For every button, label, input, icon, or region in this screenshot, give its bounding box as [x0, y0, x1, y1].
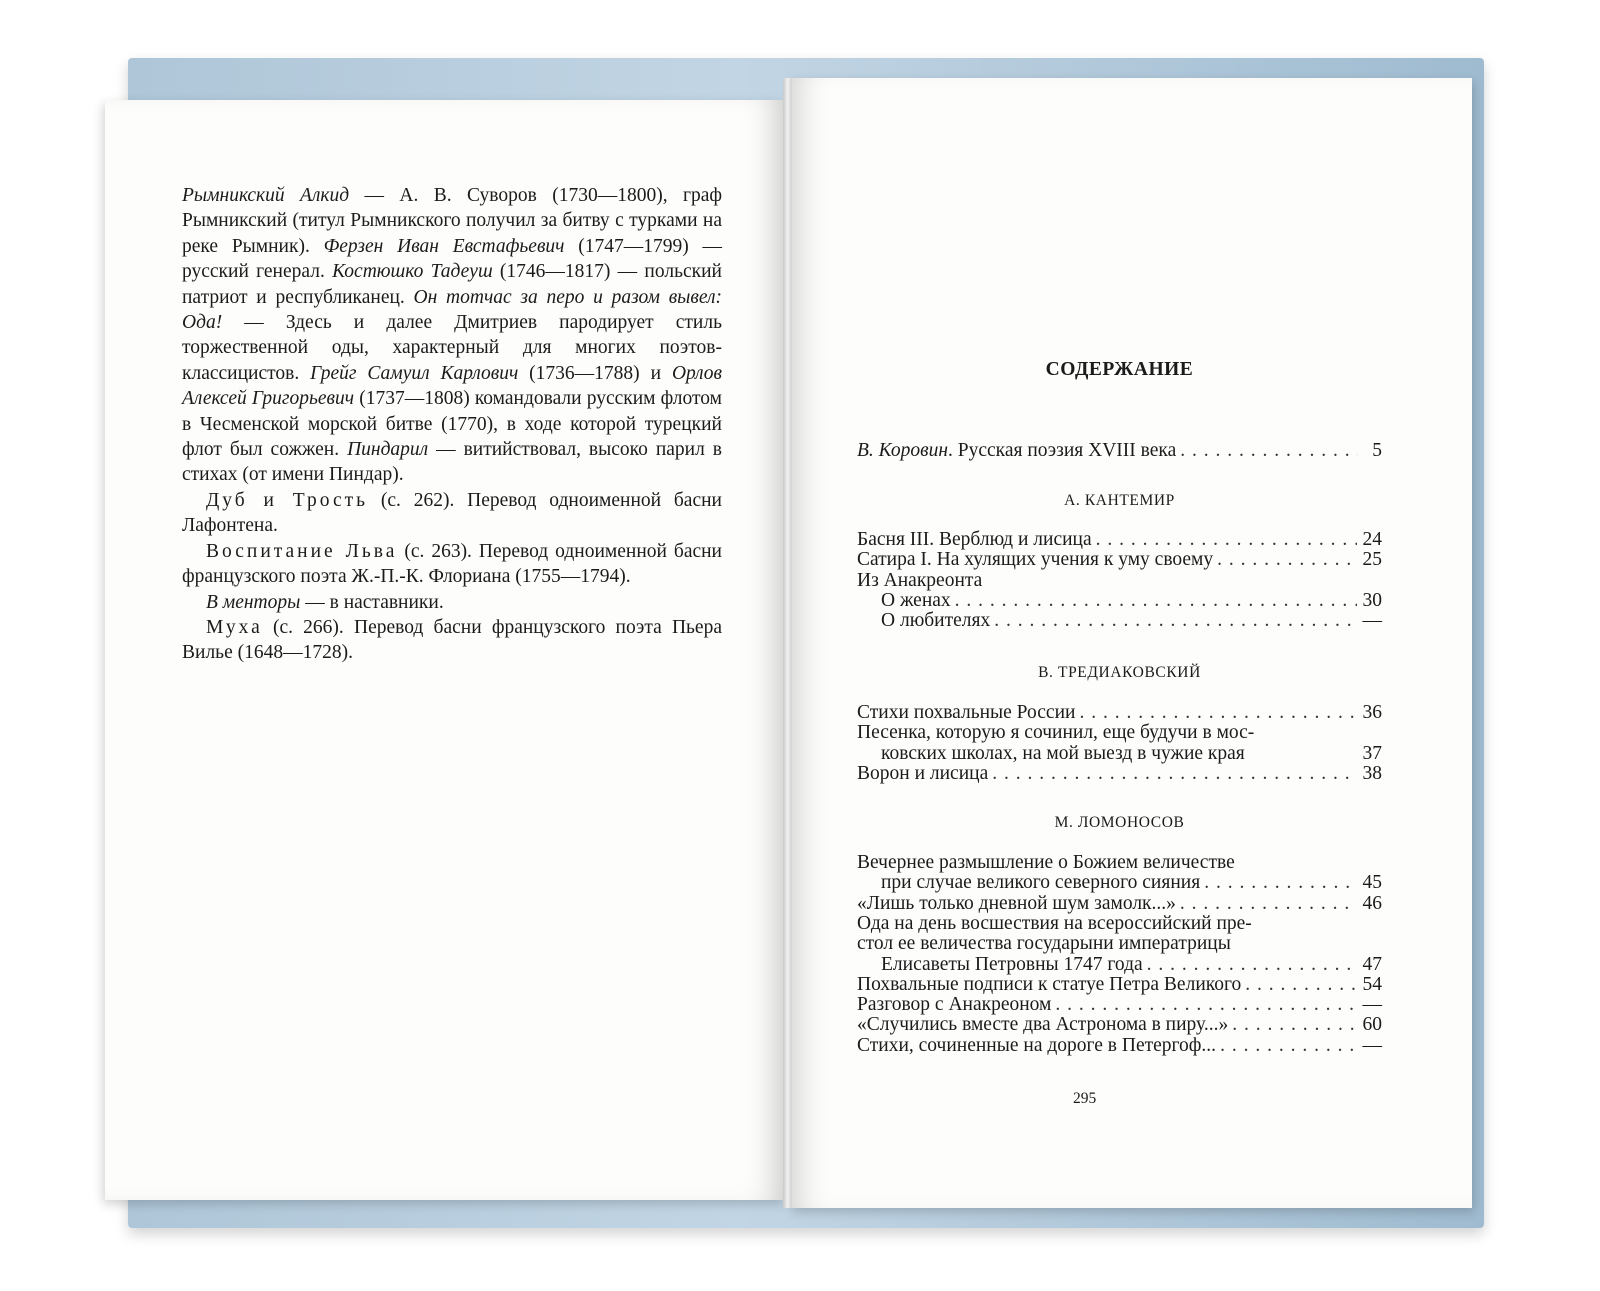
toc-entry-line: Ода на день восшествия на всероссийский пре- [857, 912, 1252, 934]
toc-entry[interactable] [857, 761, 1382, 786]
toc-section-author: А. КАНТЕМИР [1064, 492, 1175, 509]
toc-entry-title: при случае великого северного сияния [881, 872, 1201, 894]
note-text: (1737—1808) командовали русским флотом в Чесменской морской битве (1770), в ходе которой турецкий флот был сожжен. [182, 388, 722, 461]
note-term: Рымникский Алкид [182, 185, 350, 206]
note-text: (с. 266). Перевод басни французского поэта Пьера Вилье (1648—1728). [182, 616, 722, 664]
toc-entry-title: «Случились вместе два Астронома в пиру...» [857, 1014, 1229, 1036]
note-text: — витийствовал, высоко парил в стихах (от имени Пиндар). [182, 439, 722, 486]
toc-entry-line: стол ее величества государыни императрицы [857, 933, 1231, 955]
toc-entry-title: Стихи, сочиненные на дороге в Петергоф... [857, 1034, 1217, 1056]
toc-leader-dots [994, 608, 1356, 633]
note-paragraph [182, 539, 722, 590]
toc-leader-dots [992, 761, 1356, 786]
note-text: (1746—1817) — польский патриот и республиканец. [182, 261, 722, 308]
toc-entry-title: Похвальные подписи к статуе Петра Великого [857, 973, 1242, 995]
note-term: Орлов Алексей Григорьевич [182, 362, 722, 410]
toc-entry-title: Басня III. Верблюд и лисица [857, 529, 1092, 550]
toc-entry[interactable] [857, 608, 1382, 633]
note-paragraph [182, 183, 722, 488]
page-number: 295 [1073, 1090, 1097, 1107]
note-term: В менторы [206, 591, 301, 613]
note-paragraph [182, 488, 722, 539]
toc-entry-line: Песенка, которую я сочинил, еще будучи в мос- [857, 722, 1255, 744]
toc-intro-author: В. Коровин [857, 440, 949, 461]
toc-entry-page: 46 [1362, 892, 1382, 914]
note-text: (1747—1799) — русский генерал. [182, 235, 722, 283]
toc-entry-title: «Лишь только дневной шум замолк...» [857, 892, 1176, 914]
toc-entry-title: ковских школах, на мой выезд в чужие края [881, 742, 1245, 764]
toc-entry-intro[interactable] [857, 438, 1382, 463]
toc-entry-page: — [1362, 994, 1382, 1016]
toc-entry-page: 30 [1362, 589, 1382, 611]
note-term: Пиндарил [347, 439, 429, 461]
toc-section-author: В. ТРЕДИАКОВСКИЙ [1038, 664, 1201, 681]
toc-entry-page: 37 [1362, 742, 1382, 764]
toc-entry-page: 24 [1362, 529, 1382, 550]
toc-entry-title [857, 438, 1180, 463]
toc-entry-title: О женах [881, 589, 951, 611]
toc-title: СОДЕРЖАНИЕ [1045, 359, 1194, 380]
toc-entry-page: 5 [1372, 440, 1382, 461]
note-term: Ферзен Иван Евстафьевич [323, 235, 565, 257]
toc-entry-page: 54 [1362, 973, 1382, 995]
toc-entry-page: 47 [1362, 953, 1382, 975]
note-text: — Здесь и далее Дмитриев пародирует стиль торжественной оды, характерный для многих поэтов-классицистов. [182, 312, 722, 384]
toc-intro-title: . Русская поэзия XVIII века [948, 440, 1177, 461]
toc-entry-line: Из Анакреонта [857, 569, 983, 591]
note-text: (с. 263). Перевод одноименной басни французского поэта Ж.-П.-К. Флориана (1755—1794). [182, 540, 722, 588]
note-term: Костюшко Тадеуш [332, 261, 493, 283]
toc-entry-title: Сатира I. На хулящих учения к уму своему [857, 549, 1214, 571]
toc-entry-line: Вечернее размышление о Божием величестве [857, 852, 1235, 873]
toc-leader-dots [1180, 438, 1358, 463]
toc-section-author: М. ЛОМОНОСОВ [1054, 814, 1185, 831]
note-poem-title: Дуб и Трость [206, 489, 369, 511]
toc-entry-title: Елисаветы Петровны 1747 года [881, 953, 1143, 975]
note-paragraph [182, 590, 722, 615]
toc-entry-page: 36 [1362, 702, 1382, 723]
note-term: Он тотчас за перо и разом вывел: Ода! [182, 286, 722, 334]
toc-entry-page: — [1362, 1034, 1382, 1056]
note-term: Грейг Самуил Карлович [310, 362, 519, 384]
note-text: — в наставники. [300, 591, 444, 613]
toc-entry-title: Ворон и лисица [857, 762, 989, 784]
toc-entry-page: 38 [1362, 762, 1382, 784]
note-poem-title: Муха [206, 616, 263, 638]
commentary-notes [182, 183, 722, 666]
note-text: (с. 262). Перевод одноименной басни Лафонтена. [182, 489, 722, 537]
book-gutter [783, 78, 792, 1208]
toc-entry-title: Разговор с Анакреоном [857, 994, 1052, 1016]
toc-entry-page: 25 [1362, 549, 1382, 571]
note-text: (1736—1788) и [518, 362, 672, 384]
toc-entry-page: 60 [1362, 1014, 1382, 1036]
toc-entry[interactable] [857, 1033, 1382, 1058]
note-text: — А. В. Суворов (1730—1800), граф Рымникский (титул Рымникского получил за битву с турками на реке Рымник). [182, 185, 722, 257]
toc-entry-page: 45 [1362, 872, 1382, 894]
toc-leader-dots [1220, 1033, 1356, 1058]
note-poem-title: Воспитание Льва [206, 540, 398, 562]
toc-entry-title: О любителях [881, 610, 991, 632]
toc-entry-page: — [1362, 610, 1382, 632]
note-paragraph [182, 615, 722, 666]
toc-entry-title: Стихи похвальные России [857, 702, 1076, 723]
